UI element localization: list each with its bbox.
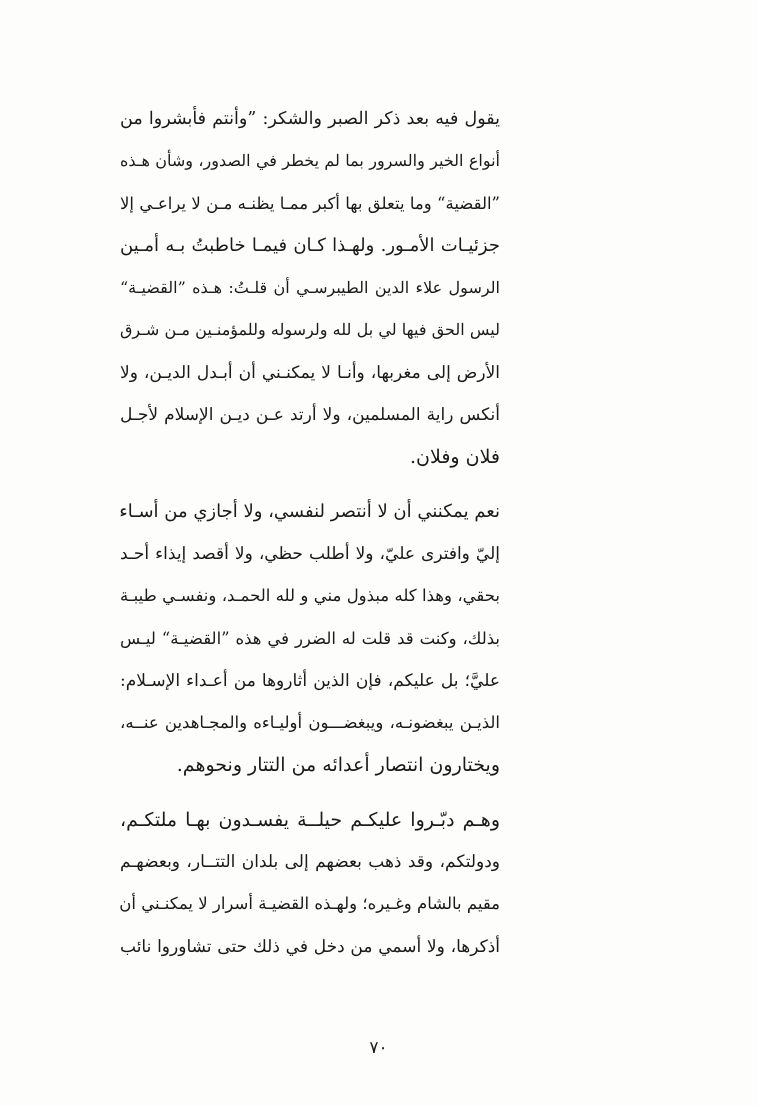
text-line: إليّ وافترى عليّ، ولا أطلب حظي، ولا أقصد إيذاء أحـد — [120, 543, 500, 564]
text-line: بحقي، وهذا كله مبذول مني و لله الحمـد، ونفسـي طيبـة — [120, 586, 500, 606]
text-line: فلان وفلان. — [410, 446, 500, 469]
text-line: وهـم دبّـروا عليكـم حيلــة يفسـدون بهـا ملتكـم، — [120, 808, 500, 831]
page-number: ٧٠ — [369, 1038, 388, 1058]
text-line: بذلك، وكنت قد قلت له الضرر في هذه ”القضيـة“ ليـس — [120, 628, 500, 648]
text-line: أذكرها، ولا أسمي من دخل في ذلك حتى تشاوروا نائب — [120, 936, 500, 957]
text-line: ”القضية“ وما يتعلق بها أكبر ممـا يظنـه مـن لا يراعـي إلا — [120, 193, 500, 213]
text-line: ليس الحق فيها لي بل لله ولرسوله وللمؤمنـين مـن شـرق — [120, 320, 500, 340]
text-line: أنكس راية المسلمين، ولا أرتد عـن ديـن الإسلام لأجـل — [120, 405, 500, 426]
text-line: ويختارون انتصار أعدائه من التتار ونحوهم. — [176, 754, 500, 777]
paragraph — [120, 98, 500, 479]
text-line: نعم يمكنني أن لا أنتصر لنفسي، ولا أجازي من أسـاء — [119, 500, 500, 522]
text-line: الذيـن يبغضونـه، ويبغضـــون أوليـاءه والمجـاهدين عنــه، — [120, 713, 500, 733]
text-line: ودولتكم، وقد ذهب بعضهم إلى بلدان التتــار، وبعضهـم — [120, 852, 500, 873]
paragraph — [120, 799, 500, 968]
text-line: الرسول علاء الدين الطيبرسـي أن قلـتُ: هـذه ”القضيـة“ — [120, 278, 501, 298]
text-line: يقول فيه بعد ذكر الصبر والشكر: ”وأنتم فأبشروا من — [120, 109, 500, 129]
text-line: جزئيـات الأمـور. ولهـذا كـان فيمـا خاطبتُ بـه أمـين — [120, 234, 500, 256]
text-line: الأرض إلى مغربها، وأنـا لا يمكنـني أن أبـدل الديـن، ولا — [120, 362, 500, 383]
body-text — [120, 98, 500, 968]
text-line: أنواع الخير والسرور بما لم يخطر في الصدور، وشأن هـذه — [120, 151, 500, 171]
text-line: عليَّ؛ بل عليكم، فإن الذين أثاروها من أعـداء الإسـلام: — [120, 670, 500, 691]
text-line: مقيم بالشام وغـيره؛ ولهـذه القضيـة أسرار لا يمكنـني أن — [119, 894, 500, 914]
paragraph — [120, 491, 500, 787]
